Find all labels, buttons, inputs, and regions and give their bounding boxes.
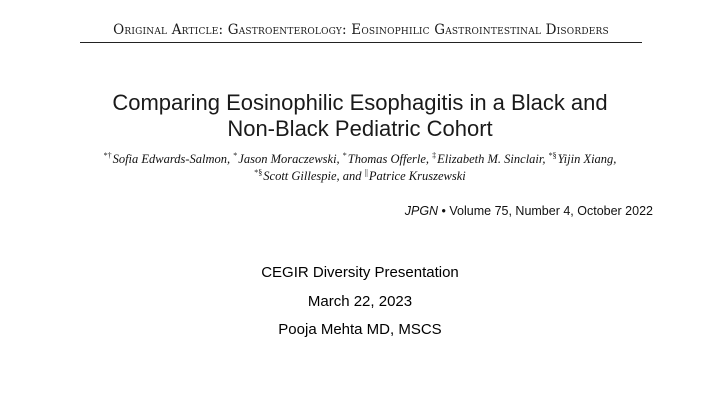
author-name: Sofia Edwards-Salmon,	[112, 152, 234, 166]
paper-title-line-2: Non-Black Pediatric Cohort	[227, 116, 493, 141]
author-affiliation-marks: ||	[364, 168, 368, 177]
author-name: Scott Gillespie, and	[263, 169, 365, 183]
author-entry	[233, 152, 343, 166]
presentation-event: CEGIR Diversity Presentation	[261, 264, 459, 281]
author-affiliation-marks: *†	[103, 151, 112, 160]
author-name: Patrice Kruszewski	[368, 169, 466, 183]
journal-name: JPGN	[404, 204, 439, 218]
author-list-line-2	[60, 168, 660, 184]
author-affiliation-marks: *	[233, 151, 238, 160]
author-name: Yijin Xiang,	[557, 152, 617, 166]
header-rule	[80, 42, 642, 43]
author-name: Thomas Offerle,	[347, 152, 433, 166]
author-name: Elizabeth M. Sinclair,	[437, 152, 549, 166]
author-affiliation-marks: *	[342, 151, 347, 160]
presentation-date: March 22, 2023	[307, 293, 413, 310]
presenter-name: Pooja Mehta MD, MSCS	[278, 321, 442, 338]
author-entry	[343, 152, 432, 166]
author-name: Jason Moraczewski,	[238, 152, 343, 166]
author-list-line-1	[60, 151, 660, 167]
author-entry	[104, 152, 234, 166]
author-entry	[432, 152, 548, 166]
author-entry	[549, 152, 617, 166]
author-affiliation-marks: *§	[254, 168, 263, 177]
author-entry	[254, 169, 364, 183]
section-header: Original Article: Gastroenterology: Eosinophilic Gastrointestinal Disorders	[113, 22, 609, 38]
author-affiliation-marks: *§	[548, 151, 557, 160]
volume-issue-date: • Volume 75, Number 4, October 2022	[438, 204, 653, 218]
author-affiliation-marks: ‡	[432, 151, 437, 160]
journal-citation	[405, 204, 653, 218]
author-entry	[365, 169, 466, 183]
paper-title-line-1: Comparing Eosinophilic Esophagitis in a Black and	[112, 90, 608, 115]
